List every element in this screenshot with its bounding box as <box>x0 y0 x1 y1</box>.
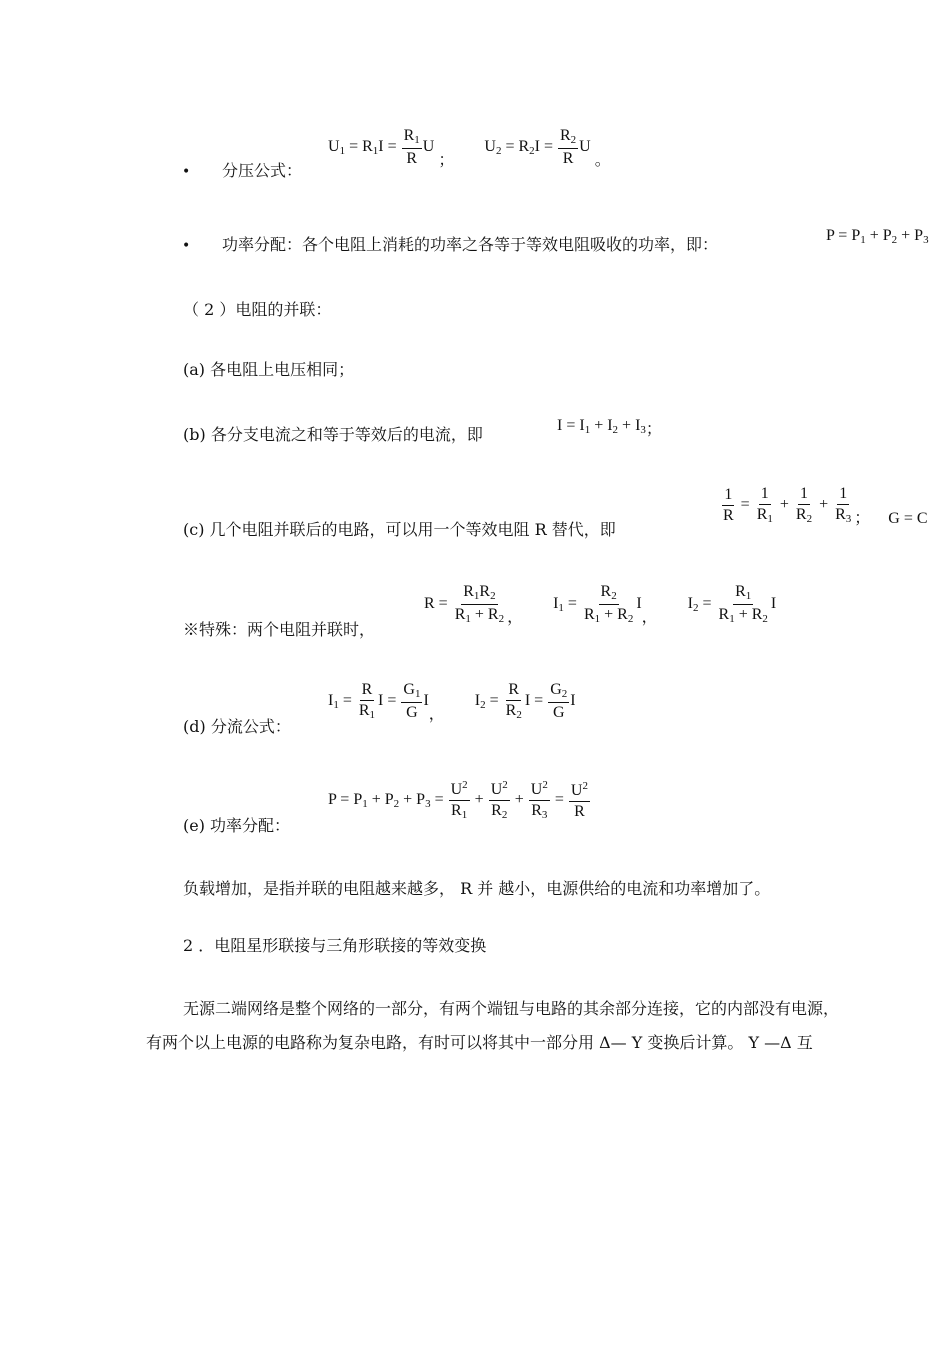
comma: ， <box>507 609 524 627</box>
current-sum-formula: $I = I_1 + I_2 + I_3$； <box>557 417 662 438</box>
parallel-title: （ 2 ）电阻的并联： <box>183 300 332 319</box>
paragraph-line-1: 无源二端网络是整个网络的一部分，有两个端钮与电路的其余部分连接，它的内部没有电源， <box>183 999 840 1018</box>
paragraph-line-2: 有两个以上电源的电路称为复杂电路，有时可以将其中一部分用 Δ— Y 变换后计算。 Y —Δ 互 <box>146 1033 813 1052</box>
comma: ， <box>641 609 658 627</box>
power-sum-formula: $P = P_1 + P_2 + P_3$ <box>826 227 929 246</box>
two-resistor-formulas: R = $\frac{R_1R_2}{R_1 + R_2}$ ， $I_1$ = $\frac{R_2}{R_1 + R_2}$ I， $I_2$ = $\frac{R_1}{R_1 + R_2}$ I <box>424 583 777 627</box>
full-stop: 。 <box>594 152 611 170</box>
semicolon: ； <box>645 421 662 438</box>
load-note: 负载增加，是指并联的电阻越来越多， R 并 越小，电源供给的电流和功率增加了。 <box>183 879 771 898</box>
parallel-resistance-formula: $\frac{1}{R}$ = $\frac{1}{R_1}$ + $\frac{1}{R_2}$ + $\frac{1}{R_3}$ ； G = C <box>723 485 928 528</box>
section-2-title: 2 ．电阻星形联接与三角形联接的等效变换 <box>183 936 487 955</box>
comma: ， <box>428 706 445 724</box>
item-d: (d) 分流公式： <box>183 717 291 736</box>
parallel-power-formula: $P = P_1 + P_2 + P_3$ = $\frac{U^2}{R_1}$ + $\frac{U^2}{R_2}$ + $\frac{U^2}{R_3}$ = $\frac{U^2}{R}$ <box>328 779 588 821</box>
conductance-formula: G = C <box>888 510 928 528</box>
current-divider-formula: $I_1$ = $\frac{R}{R_1}$ I = $\frac{G_1}{G}$ I， $I_2$ = $\frac{R}{R_2}$ I = $\frac{G_2}{G}$ I <box>328 681 576 724</box>
item-c: (c) 几个电阻并联后的电路，可以用一个等效电阻 R 替代，即 <box>183 520 616 539</box>
semicolon: ； <box>438 152 455 170</box>
semicolon: ； <box>854 510 871 528</box>
item-a: (a) 各电阻上电压相同； <box>183 360 355 379</box>
bullet-marker: • <box>182 238 191 254</box>
item-e: (e) 功率分配： <box>183 816 291 835</box>
special-case-label: ※特殊：两个电阻并联时， <box>183 620 376 639</box>
item-b: (b) 各分支电流之和等于等效后的电流，即 <box>183 425 483 444</box>
bullet-marker: • <box>182 164 191 180</box>
voltage-divider-formula: $U_1 = R_1I$ = $\frac{R_1}{R}$ U ； $U_2 = R_2I$ = $\frac{R_2}{R}$ U 。 <box>328 127 611 170</box>
power-distribution-text: 功率分配：各个电阻上消耗的功率之各等于等效电阻吸收的功率，即： <box>222 235 719 254</box>
divider-formula-label: 分压公式： <box>222 161 303 180</box>
